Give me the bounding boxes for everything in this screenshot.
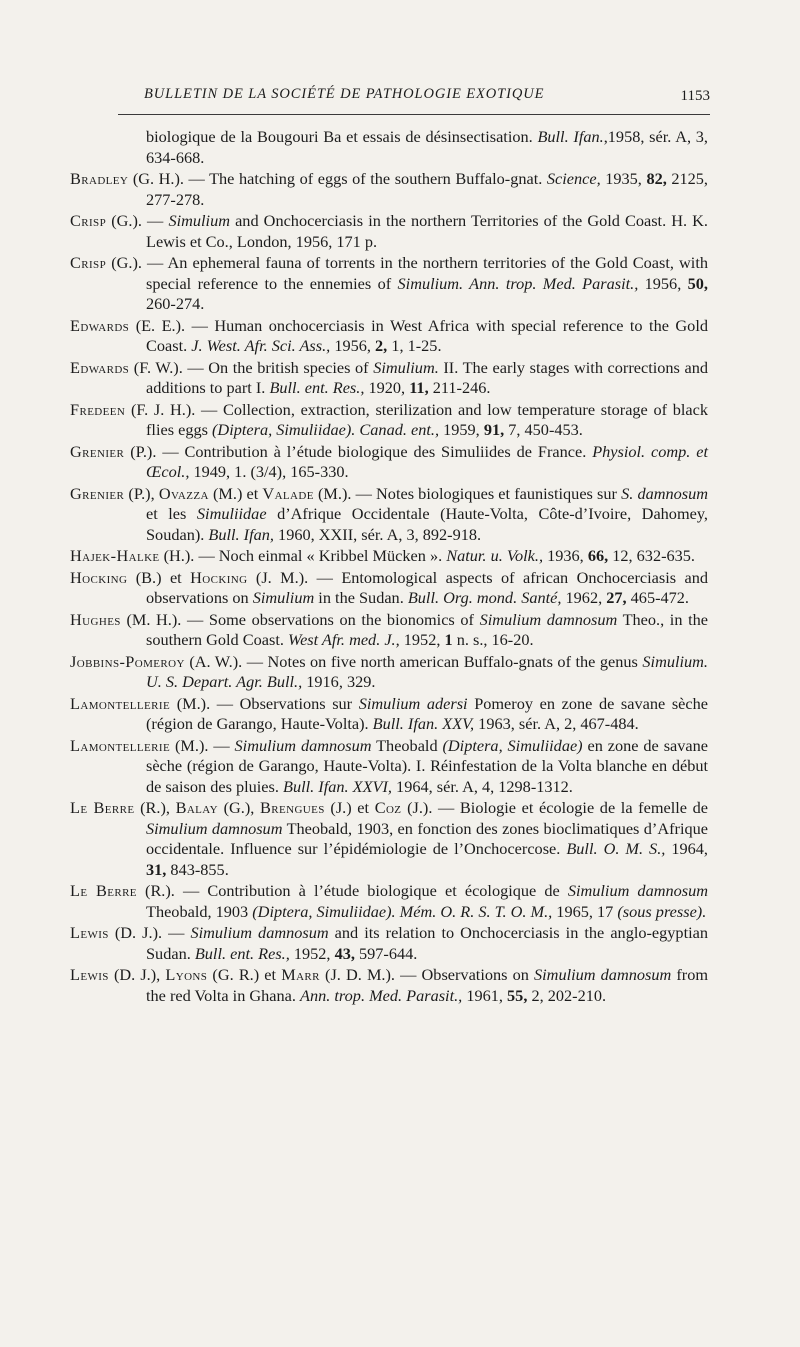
reference-italic-text: Bull. Org. mond. Santé, xyxy=(407,588,562,607)
reference-italic-text: Simulium. U. S. Depart. Agr. Bull., xyxy=(146,651,708,691)
running-header xyxy=(118,84,710,112)
header-rule xyxy=(118,114,710,115)
reference-italic-text: Physiol. comp. et Œcol., xyxy=(146,441,708,481)
reference-text: II. The early stages with corrections and additions to part I. xyxy=(146,357,708,397)
reference-text: and Onchocerciasis in the northern Territories of the Gold Coast. H. K. Lewis et Co., London, 1956, 171 p. xyxy=(146,211,709,251)
reference-text: 2125, 277-278. xyxy=(146,169,708,209)
reference-author: Edwards xyxy=(70,315,130,335)
reference-entry xyxy=(70,357,708,399)
reference-text: Pomeroy en zone de savane sèche (région de Garango, Haute-Volta). xyxy=(146,693,708,733)
reference-text: et les xyxy=(146,504,197,523)
reference-text: 1965, 17 xyxy=(552,901,618,921)
reference-volume: 66, xyxy=(587,546,609,565)
reference-volume: 82, xyxy=(646,169,667,188)
reference-italic-text: (sous presse). xyxy=(617,901,707,921)
reference-text: (G. H.). — The hatching of eggs of the southern Buffalo-gnat. xyxy=(128,169,547,188)
reference-text: 843-855. xyxy=(166,859,229,879)
reference-text: 1935, xyxy=(600,169,647,188)
reference-text: (G.). — An ephemeral fauna of torrents in the northern territories of the Gold Coast, with special reference to the ennemies of xyxy=(106,253,708,293)
reference-entry xyxy=(70,546,708,567)
reference-italic-text: Simulium adersi xyxy=(358,693,468,713)
reference-text: 1962, xyxy=(561,588,607,607)
reference-text: (D. J.). — xyxy=(108,923,191,942)
reference-entry xyxy=(70,735,708,798)
reference-text: (E. E.). — Human onchocerciasis in West Africa with special reference to the Gold Coast. xyxy=(129,315,708,355)
reference-italic-text: Science, xyxy=(546,169,601,188)
reference-text: (J.). — Biologie et écologie de la femelle de xyxy=(401,798,708,817)
reference-author: Fredeen xyxy=(70,399,126,419)
reference-italic-text: Bull. Ifan. XXV, xyxy=(372,714,475,733)
reference-text: in the Sudan. xyxy=(314,588,408,607)
reference-text: (M.). — Observations sur xyxy=(170,693,359,713)
reference-text: 1964, xyxy=(665,839,708,858)
reference-text: 465-472. xyxy=(626,588,689,607)
reference-author: Marr xyxy=(281,965,320,984)
reference-entry xyxy=(70,693,708,735)
reference-author: Grenier xyxy=(70,483,125,503)
reference-italic-text: Simulium damnosum xyxy=(479,609,618,629)
reference-author: Crisp xyxy=(70,253,107,272)
reference-italic-text: J. West. Afr. Sci. Ass., xyxy=(191,336,331,355)
reference-text: biologique de la Bougouri Ba et essais de désinsectisation. xyxy=(146,127,538,146)
reference-text: (J. M.). — Entomological aspects of african Onchocerciasis and observations on xyxy=(146,567,709,607)
reference-text: 1952, xyxy=(399,630,445,649)
reference-text: 260-274. xyxy=(146,294,205,313)
reference-text: Theobald xyxy=(371,735,443,755)
reference-text: ,1958, sér. A, 3, 634-668. xyxy=(146,127,708,167)
reference-text: 12, 632-635. xyxy=(608,546,695,565)
reference-entry xyxy=(70,881,708,922)
reference-entry xyxy=(70,609,708,651)
reference-italic-text: (Diptera, Simuliidae). Canad. ent., xyxy=(212,420,440,439)
reference-text: Theobald, 1903, en fonction des zones bioclimatiques d’Afrique occidentale. Influence sur l’épidémiologie de l’Onchocercose. xyxy=(146,818,708,858)
reference-author: Bradley xyxy=(70,169,129,188)
reference-italic-text: Bull. ent. Res., xyxy=(194,943,290,963)
reference-italic-text: West Afr. med. J., xyxy=(288,630,400,649)
reference-author: Grenier xyxy=(70,441,125,461)
reference-entry xyxy=(70,315,708,357)
reference-volume: 31, xyxy=(146,859,167,879)
reference-text: 7, 450-453. xyxy=(504,420,583,439)
reference-italic-text: Simulium xyxy=(252,588,315,607)
reference-text: (G.). — xyxy=(106,211,169,230)
reference-list xyxy=(0,127,800,1007)
reference-author: Jobbins-Pomeroy xyxy=(70,651,185,671)
reference-entry xyxy=(70,483,708,546)
reference-text: (P.). — Contribution à l’étude biologique des Simuliides de France. xyxy=(124,441,593,461)
reference-text: (J.) et xyxy=(324,798,375,817)
reference-text: 1936, xyxy=(543,546,588,565)
reference-author: Lamontellerie xyxy=(70,735,171,755)
reference-text: Theobald, 1903 xyxy=(146,901,253,921)
reference-text: (P.), xyxy=(124,483,159,503)
reference-text: 1916, 329. xyxy=(302,672,376,691)
reference-text: 597-644. xyxy=(354,943,418,963)
reference-italic-text: Bull. O. M. S., xyxy=(566,839,666,858)
reference-text: from the red Volta in Ghana. xyxy=(146,965,709,1005)
reference-italic-text: Bull. Ifan. xyxy=(537,127,604,146)
reference-volume: 50, xyxy=(687,273,708,293)
reference-text: (R.). — Contribution à l’étude biologique et écologique de xyxy=(136,881,568,900)
reference-text: 1963, sér. A, 2, 467-484. xyxy=(474,714,639,733)
reference-italic-text: Simulium xyxy=(168,211,230,230)
reference-author: Coz xyxy=(374,798,402,817)
reference-text: (R.), xyxy=(134,798,176,817)
reference-entry xyxy=(70,253,708,315)
reference-text: d’Afrique Occidentale (Haute-Volta, Côte-d’Ivoire, Dahomey, Soudan). xyxy=(146,504,708,544)
reference-text: 1920, xyxy=(364,378,410,397)
reference-entry xyxy=(70,798,708,880)
reference-volume: 55, xyxy=(507,985,528,1005)
reference-text: 1, 1-25. xyxy=(387,336,442,355)
reference-author: Ovazza xyxy=(158,483,209,503)
reference-text: (H.). — Noch einmal « Kribbel Mücken ». xyxy=(159,546,447,565)
reference-entry xyxy=(70,169,708,210)
reference-italic-text: Natur. u. Volk., xyxy=(446,546,544,565)
reference-text: 2, 202-210. xyxy=(527,985,607,1005)
reference-italic-text: Ann. trop. Med. Parasit., xyxy=(300,985,463,1005)
reference-text: (A. W.). — Notes on five north american Buffalo-gnats of the genus xyxy=(184,651,643,671)
reference-text: (F. J. H.). — Collection, extraction, sterilization and low temperature storage of black flies eggs xyxy=(125,399,708,439)
reference-volume: 2, xyxy=(375,336,388,355)
reference-author: Le Berre xyxy=(70,798,135,817)
reference-volume: 91, xyxy=(483,420,505,439)
reference-text: 1964, sér. A, 4, 1298-1312. xyxy=(391,776,573,796)
reference-volume: 1 xyxy=(444,630,453,649)
reference-text: (F. W.). — On the british species of xyxy=(129,357,374,377)
reference-text: (G. R.) et xyxy=(207,965,282,984)
reference-volume: 43, xyxy=(334,943,355,963)
reference-entry xyxy=(70,651,708,693)
reference-text: 1960, XXII, sér. A, 3, 892-918. xyxy=(273,524,482,544)
reference-text: (M.). — Notes biologiques et faunistiques sur xyxy=(313,483,622,503)
reference-author: Hocking xyxy=(70,567,128,587)
reference-italic-text: S. damnosum xyxy=(621,483,708,503)
reference-italic-text: Simulium damnosum xyxy=(567,881,708,900)
reference-author: Lamontellerie xyxy=(70,693,171,713)
reference-text: 1961, xyxy=(462,985,508,1005)
reference-text: 1959, xyxy=(439,420,484,439)
reference-text: 1952, xyxy=(289,943,335,963)
reference-author: Crisp xyxy=(70,211,107,230)
reference-entry xyxy=(70,965,709,1006)
reference-italic-text: (Diptera, Simuliidae) xyxy=(442,735,583,755)
reference-italic-text: Simulium damnosum xyxy=(190,923,329,942)
reference-italic-text: Simulium damnosum xyxy=(534,965,672,984)
reference-italic-text: Bull. ent. Res., xyxy=(269,378,365,397)
reference-text: Theo., in the southern Gold Coast. xyxy=(146,609,708,649)
reference-text: en zone de savane sèche (région de Garango, Haute-Volta). I. Réinfestation de la Volta blanche en début de saison des pluies. xyxy=(146,735,708,796)
reference-volume: 11, xyxy=(409,378,429,397)
reference-italic-text: Simulium damnosum xyxy=(146,818,283,838)
reference-entry xyxy=(70,567,709,609)
reference-text: (M.). — xyxy=(170,735,235,755)
reference-author: Edwards xyxy=(70,357,130,377)
reference-text: 1949, 1. (3/4), 165-330. xyxy=(189,462,349,481)
reference-volume: 27, xyxy=(606,588,627,607)
reference-italic-text: Simulium. Ann. trop. Med. Parasit., xyxy=(397,273,639,293)
reference-text: and its relation to Onchocerciasis in the anglo-egyptian Sudan. xyxy=(146,923,708,963)
reference-author: Balay xyxy=(175,798,218,817)
reference-italic-text: (Diptera, Simuliidae). Mém. O. R. S. T. O. M., xyxy=(252,901,553,921)
reference-text: 211-246. xyxy=(428,378,491,397)
reference-author: Brengues xyxy=(260,798,325,817)
reference-italic-text: Simulium damnosum xyxy=(234,735,372,755)
reference-text: (M. H.). — Some observations on the bionomics of xyxy=(120,609,480,629)
reference-entry xyxy=(70,923,708,964)
reference-entry xyxy=(70,399,708,441)
reference-text: (D. J.), xyxy=(108,965,166,984)
page-number: 1153 xyxy=(680,88,710,104)
reference-author: Le Berre xyxy=(70,881,137,900)
reference-entry xyxy=(70,211,709,252)
reference-italic-text: Bull. Ifan. XXVI, xyxy=(283,776,392,796)
reference-text: (G.), xyxy=(217,798,260,817)
reference-text: (B.) et xyxy=(127,567,191,587)
reference-text: (J. D. M.). — Observations on xyxy=(319,965,535,984)
reference-text: 1956, xyxy=(330,336,376,355)
reference-text: 1956, xyxy=(638,273,688,293)
reference-author: Hughes xyxy=(70,609,121,629)
reference-author: Lyons xyxy=(165,965,208,984)
reference-text: (M.) et xyxy=(208,483,263,503)
reference-author: Hocking xyxy=(190,567,248,587)
reference-entry xyxy=(70,441,708,483)
reference-continuation xyxy=(146,127,708,168)
reference-author: Lewis xyxy=(70,965,109,984)
reference-italic-text: Simuliidae xyxy=(196,504,267,523)
reference-author: Hajek-Halke xyxy=(70,546,160,565)
reference-author: Valade xyxy=(262,483,314,503)
reference-italic-text: Simulium. xyxy=(373,357,439,377)
reference-author: Lewis xyxy=(70,923,109,942)
reference-italic-text: Bull. Ifan, xyxy=(208,524,274,544)
reference-text: n. s., 16-20. xyxy=(452,630,534,649)
journal-title: BULLETIN DE LA SOCIÉTÉ DE PATHOLOGIE EXOTIQUE xyxy=(144,86,545,102)
